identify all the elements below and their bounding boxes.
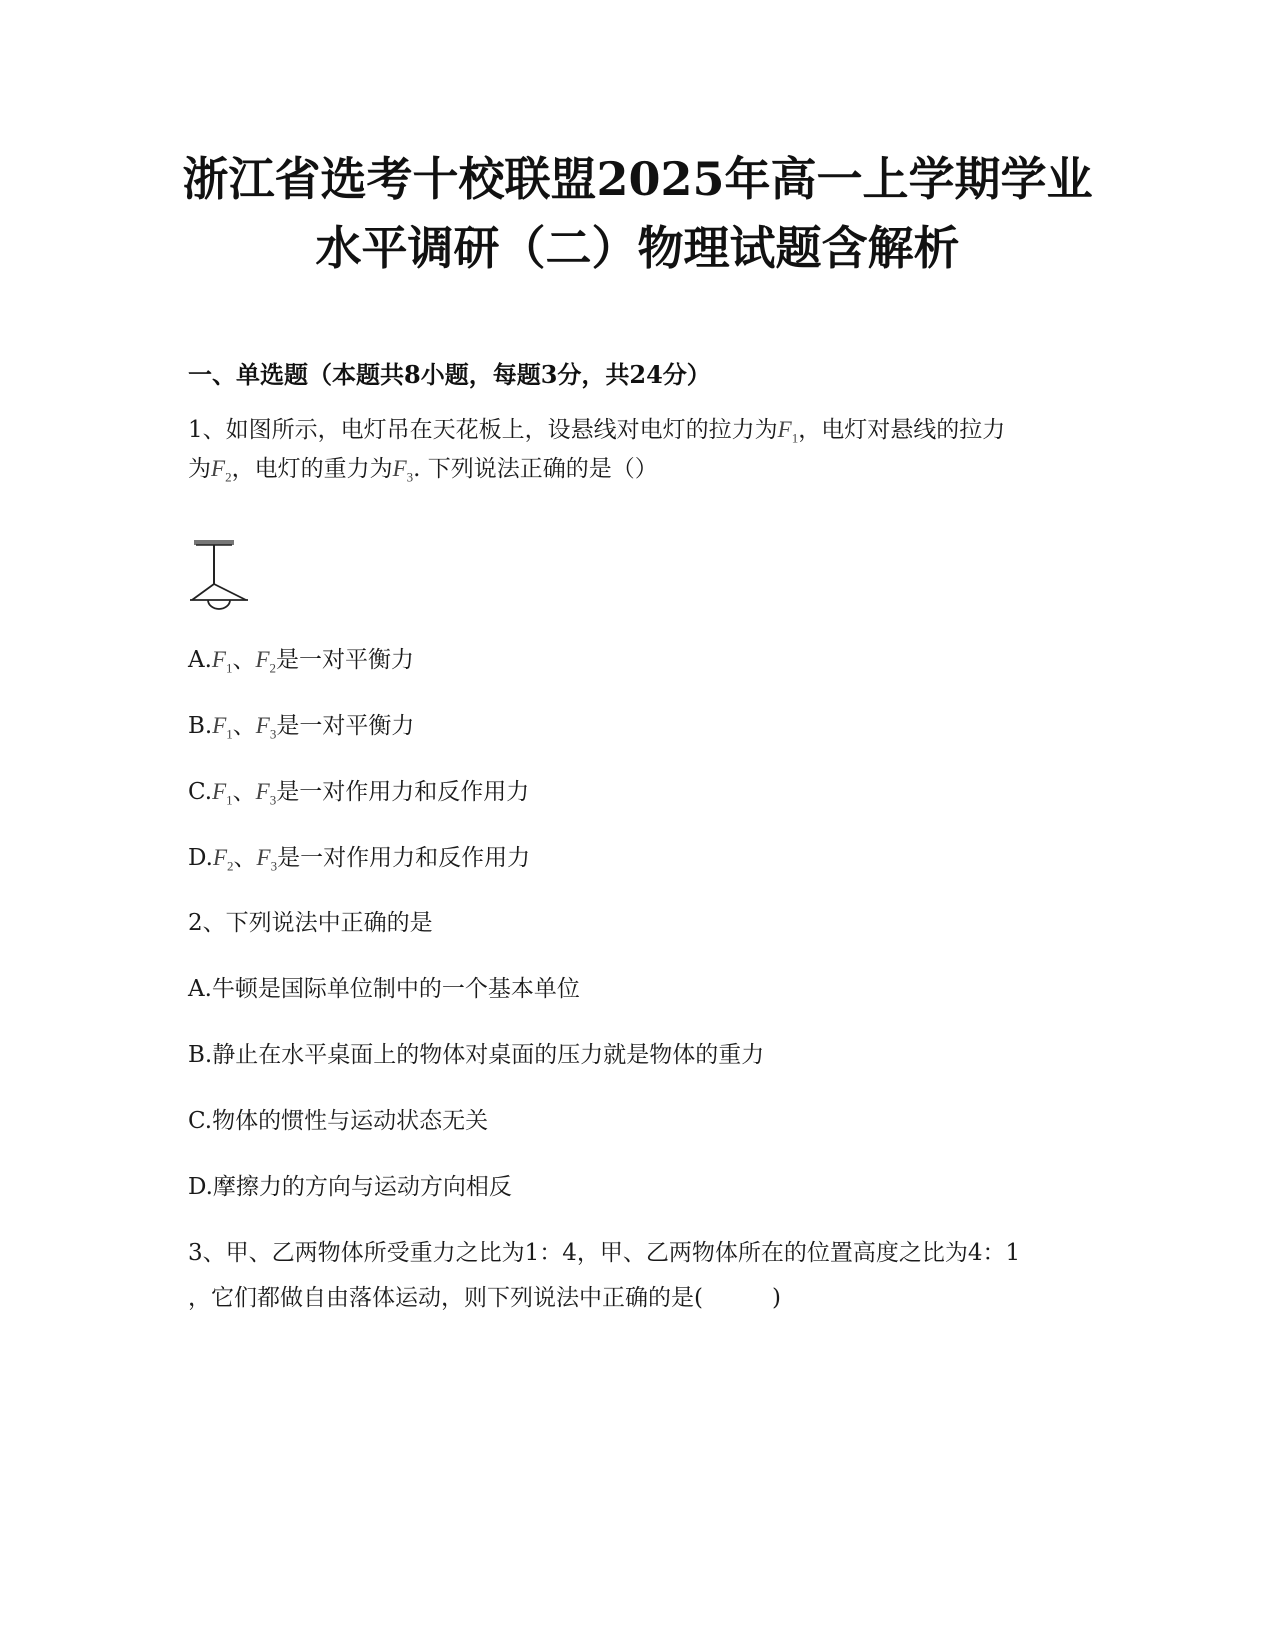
question-3-stem-line1: 3、甲、乙两物体所受重力之比为1：4，甲、乙两物体所在的位置高度之比为4：1	[188, 1240, 1021, 1266]
section-heading: 一、单选题（本题共8小题，每题3分，共24分）	[188, 360, 711, 389]
question-1-option-c: $C.F_1$、$F_3$是一对作用力和反作用力	[188, 779, 530, 808]
question-1-option-d: $D.F_2$、$F_3$是一对作用力和反作用力	[188, 845, 531, 874]
question-1-option-b: $B.F_1$、$F_3$是一对平衡力	[188, 713, 415, 742]
question-3-stem-line2: ，它们都做自由落体运动，则下列说法中正确的是( )	[188, 1285, 781, 1311]
hanging-lamp-diagram-icon	[190, 540, 262, 640]
question-1-stem-line2: 为$F_2$，电灯的重力为$F_3$. 下列说法正确的是（）	[188, 456, 658, 485]
question-1-option-a: $A.F_1$、$F_2$是一对平衡力	[188, 647, 415, 676]
var-f1: $F_1$	[777, 417, 799, 446]
var-f3: $F_3$	[392, 456, 414, 485]
question-2-stem: 2、下列说法中正确的是	[188, 910, 433, 936]
var-f2: $F_2$	[211, 456, 232, 485]
question-2-option-d: D.摩擦力的方向与运动方向相反	[188, 1174, 512, 1200]
document-title-line2: 水平调研（二）物理试题含解析	[315, 221, 960, 275]
document-title-line1: 浙江省选考十校联盟2025年高一上学期学业	[182, 152, 1093, 206]
question-2-option-b: B.静止在水平桌面上的物体对桌面的压力就是物体的重力	[188, 1042, 765, 1068]
question-2-option-c: C.物体的惯性与运动状态无关	[188, 1108, 489, 1134]
question-2-option-a: A.牛顿是国际单位制中的一个基本单位	[188, 976, 580, 1002]
question-1-stem-line1: 1、如图所示，电灯吊在天花板上，设悬线对电灯的拉力为$F_1$，电灯对悬线的拉力	[188, 417, 1006, 446]
